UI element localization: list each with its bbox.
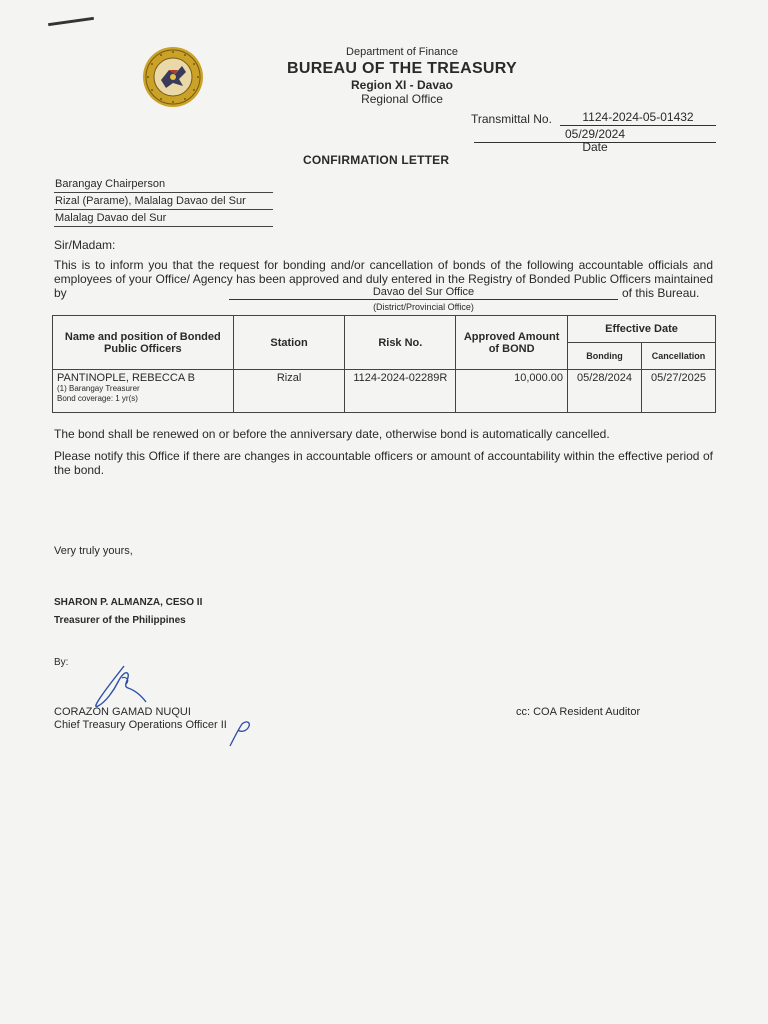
registry-office: Davao del Sur Office bbox=[229, 286, 618, 300]
header-bonding: Bonding bbox=[568, 343, 642, 370]
transmittal-number: 1124-2024-05-01432 bbox=[560, 110, 716, 126]
addressee-line: Barangay Chairperson bbox=[54, 178, 273, 193]
risk-no-cell: 1124-2024-02289R bbox=[345, 370, 456, 413]
header-effective-date: Effective Date bbox=[568, 316, 716, 343]
body-tail: of this Bureau. bbox=[622, 286, 700, 300]
salutation: Sir/Madam: bbox=[54, 238, 116, 252]
officer-name: PANTINOPLE, REBECCA B bbox=[57, 372, 195, 384]
header-name: Name and position of Bonded Public Officers bbox=[53, 316, 234, 370]
letter-date: 05/29/2024 bbox=[474, 127, 716, 143]
region-name: Region XI - Davao bbox=[350, 78, 454, 92]
date-label: Date bbox=[582, 140, 608, 154]
cc-line: cc: COA Resident Auditor bbox=[516, 706, 641, 718]
signatory-title: Treasurer of the Philippines bbox=[54, 615, 186, 626]
header-amount: Approved Amount of BOND bbox=[456, 316, 568, 370]
header-risk: Risk No. bbox=[345, 316, 456, 370]
notification-note: Please notify this Office if there are changes in accountable officers or amount of accountability within the effective period of the bond. bbox=[54, 449, 713, 477]
bureau-name: BUREAU OF THE TREASURY bbox=[286, 60, 517, 77]
header-cancellation: Cancellation bbox=[641, 343, 715, 370]
officer-name: CORAZON GAMAD NUQUI bbox=[54, 706, 191, 718]
transmittal-label: Transmittal No. bbox=[471, 112, 552, 126]
cancellation-date-cell: 05/27/2025 bbox=[641, 370, 715, 413]
bonding-date-cell: 05/28/2024 bbox=[568, 370, 642, 413]
bonds-table bbox=[52, 315, 716, 413]
office-name: Regional Office bbox=[361, 92, 443, 106]
table-row bbox=[53, 370, 716, 413]
amount-cell: 10,000.00 bbox=[456, 370, 568, 413]
officer-cell bbox=[53, 370, 234, 413]
office-caption: (District/Provincial Office) bbox=[373, 302, 474, 312]
body-paragraph: This is to inform you that the request for bonding and/or cancellation of bonds of the following accountable officials and employees of your Office/ Agency has been approved and duly entered in the Registry of Bonded Public Officers maintained by bbox=[54, 258, 713, 300]
addressee-line: Rizal (Parame), Malalag Davao del Sur bbox=[54, 195, 273, 210]
letter-title: CONFIRMATION LETTER bbox=[303, 153, 450, 167]
corner-pen-mark bbox=[48, 17, 94, 26]
signatory-name: SHARON P. ALMANZA, CESO II bbox=[54, 597, 203, 608]
station-cell: Rizal bbox=[233, 370, 345, 413]
bond-coverage: Bond coverage: 1 yr(s) bbox=[57, 394, 138, 403]
officer-title: Chief Treasury Operations Officer II bbox=[54, 719, 227, 731]
department-name: Department of Finance bbox=[346, 46, 458, 58]
by-label: By: bbox=[54, 657, 69, 668]
addressee-line: Malalag Davao del Sur bbox=[54, 212, 273, 227]
initial-mark-icon bbox=[226, 718, 256, 748]
header-station: Station bbox=[233, 316, 345, 370]
officer-position: (1) Barangay Treasurer bbox=[57, 384, 140, 393]
renewal-note: The bond shall be renewed on or before the anniversary date, otherwise bond is automatically cancelled. bbox=[54, 427, 610, 441]
closing-line: Very truly yours, bbox=[54, 545, 133, 557]
handwritten-signature-icon bbox=[88, 664, 160, 710]
